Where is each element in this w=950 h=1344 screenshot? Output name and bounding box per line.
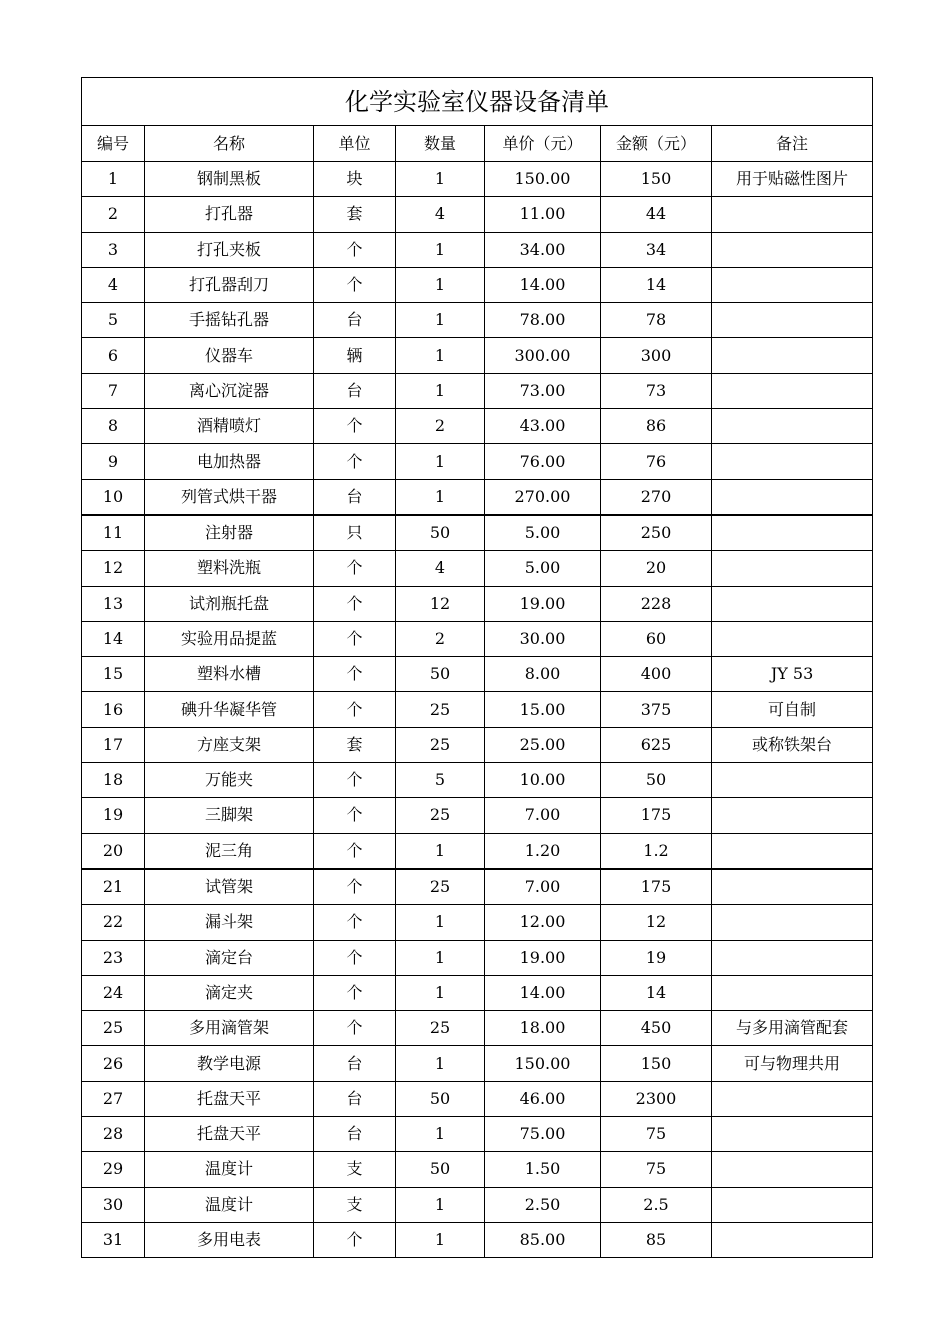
cell-unit-price: 43.00 bbox=[485, 409, 601, 444]
cell-unit-price: 7.00 bbox=[485, 869, 601, 905]
cell-unit-price: 34.00 bbox=[485, 232, 601, 267]
cell-remarks bbox=[712, 621, 873, 656]
cell-unit: 块 bbox=[314, 162, 396, 197]
cell-unit-price: 270.00 bbox=[485, 479, 601, 515]
cell-quantity: 25 bbox=[396, 869, 485, 905]
cell-amount: 250 bbox=[601, 515, 712, 551]
cell-amount: 14 bbox=[601, 975, 712, 1010]
cell-amount: 2.5 bbox=[601, 1187, 712, 1222]
table-row bbox=[82, 621, 873, 656]
cell-remarks bbox=[712, 197, 873, 232]
cell-unit-price: 150.00 bbox=[485, 1046, 601, 1081]
table-row bbox=[82, 975, 873, 1010]
cell-unit: 只 bbox=[314, 515, 396, 551]
table-row bbox=[82, 869, 873, 905]
cell-name: 泥三角 bbox=[145, 833, 314, 869]
cell-number: 7 bbox=[82, 373, 145, 408]
cell-number: 4 bbox=[82, 267, 145, 302]
cell-number: 18 bbox=[82, 763, 145, 798]
cell-remarks bbox=[712, 763, 873, 798]
cell-unit: 辆 bbox=[314, 338, 396, 373]
cell-amount: 175 bbox=[601, 798, 712, 833]
cell-name: 教学电源 bbox=[145, 1046, 314, 1081]
cell-unit: 个 bbox=[314, 232, 396, 267]
cell-unit: 台 bbox=[314, 1117, 396, 1152]
cell-unit-price: 14.00 bbox=[485, 975, 601, 1010]
cell-unit-price: 25.00 bbox=[485, 727, 601, 762]
cell-remarks bbox=[712, 586, 873, 621]
cell-name: 滴定夹 bbox=[145, 975, 314, 1010]
cell-amount: 150 bbox=[601, 1046, 712, 1081]
cell-amount: 75 bbox=[601, 1152, 712, 1187]
cell-remarks bbox=[712, 1117, 873, 1152]
table-row bbox=[82, 551, 873, 586]
header-cell-unit-price: 单价（元） bbox=[485, 126, 601, 162]
cell-quantity: 1 bbox=[396, 1046, 485, 1081]
cell-unit: 支 bbox=[314, 1152, 396, 1187]
cell-number: 11 bbox=[82, 515, 145, 551]
cell-name: 注射器 bbox=[145, 515, 314, 551]
cell-name: 钢制黑板 bbox=[145, 162, 314, 197]
cell-remarks bbox=[712, 479, 873, 515]
cell-remarks bbox=[712, 515, 873, 551]
table-row bbox=[82, 905, 873, 940]
cell-unit: 个 bbox=[314, 905, 396, 940]
cell-unit-price: 7.00 bbox=[485, 798, 601, 833]
cell-unit-price: 11.00 bbox=[485, 197, 601, 232]
cell-unit-price: 19.00 bbox=[485, 940, 601, 975]
cell-name: 实验用品提蓝 bbox=[145, 621, 314, 656]
cell-amount: 85 bbox=[601, 1222, 712, 1257]
cell-quantity: 1 bbox=[396, 1222, 485, 1257]
cell-number: 25 bbox=[82, 1011, 145, 1046]
cell-unit-price: 14.00 bbox=[485, 267, 601, 302]
cell-amount: 12 bbox=[601, 905, 712, 940]
page-title: 化学实验室仪器设备清单 bbox=[82, 78, 873, 126]
cell-number: 30 bbox=[82, 1187, 145, 1222]
table-row bbox=[82, 1046, 873, 1081]
table-row bbox=[82, 763, 873, 798]
cell-number: 12 bbox=[82, 551, 145, 586]
cell-remarks bbox=[712, 338, 873, 373]
cell-unit-price: 2.50 bbox=[485, 1187, 601, 1222]
table-row bbox=[82, 727, 873, 762]
cell-amount: 76 bbox=[601, 444, 712, 479]
table-row bbox=[82, 1011, 873, 1046]
cell-unit-price: 15.00 bbox=[485, 692, 601, 727]
cell-unit: 台 bbox=[314, 479, 396, 515]
cell-remarks bbox=[712, 232, 873, 267]
table-row bbox=[82, 303, 873, 338]
cell-unit: 个 bbox=[314, 409, 396, 444]
cell-unit: 个 bbox=[314, 763, 396, 798]
table-row bbox=[82, 267, 873, 302]
cell-remarks bbox=[712, 940, 873, 975]
cell-amount: 14 bbox=[601, 267, 712, 302]
cell-name: 多用滴管架 bbox=[145, 1011, 314, 1046]
cell-unit-price: 12.00 bbox=[485, 905, 601, 940]
cell-unit: 个 bbox=[314, 692, 396, 727]
cell-amount: 20 bbox=[601, 551, 712, 586]
cell-name: 托盘天平 bbox=[145, 1117, 314, 1152]
cell-name: 电加热器 bbox=[145, 444, 314, 479]
cell-remarks: 可与物理共用 bbox=[712, 1046, 873, 1081]
cell-remarks bbox=[712, 833, 873, 869]
cell-remarks bbox=[712, 373, 873, 408]
cell-quantity: 1 bbox=[396, 444, 485, 479]
cell-unit: 个 bbox=[314, 551, 396, 586]
cell-unit-price: 46.00 bbox=[485, 1081, 601, 1116]
cell-name: 塑料水槽 bbox=[145, 657, 314, 692]
cell-amount: 73 bbox=[601, 373, 712, 408]
cell-unit-price: 10.00 bbox=[485, 763, 601, 798]
table-row bbox=[82, 798, 873, 833]
cell-quantity: 1 bbox=[396, 162, 485, 197]
cell-quantity: 1 bbox=[396, 267, 485, 302]
table-row bbox=[82, 1117, 873, 1152]
cell-amount: 1.2 bbox=[601, 833, 712, 869]
cell-unit-price: 85.00 bbox=[485, 1222, 601, 1257]
cell-name: 三脚架 bbox=[145, 798, 314, 833]
cell-number: 5 bbox=[82, 303, 145, 338]
cell-name: 漏斗架 bbox=[145, 905, 314, 940]
cell-quantity: 50 bbox=[396, 657, 485, 692]
table-row bbox=[82, 1081, 873, 1116]
cell-unit-price: 150.00 bbox=[485, 162, 601, 197]
header-row bbox=[82, 126, 873, 162]
cell-unit: 个 bbox=[314, 586, 396, 621]
cell-unit: 个 bbox=[314, 657, 396, 692]
cell-number: 15 bbox=[82, 657, 145, 692]
cell-name: 列管式烘干器 bbox=[145, 479, 314, 515]
cell-quantity: 5 bbox=[396, 763, 485, 798]
header-cell-quantity: 数量 bbox=[396, 126, 485, 162]
cell-quantity: 25 bbox=[396, 727, 485, 762]
cell-number: 31 bbox=[82, 1222, 145, 1257]
cell-remarks bbox=[712, 267, 873, 302]
cell-unit: 个 bbox=[314, 833, 396, 869]
cell-unit-price: 75.00 bbox=[485, 1117, 601, 1152]
cell-amount: 44 bbox=[601, 197, 712, 232]
cell-number: 14 bbox=[82, 621, 145, 656]
cell-quantity: 4 bbox=[396, 197, 485, 232]
cell-amount: 375 bbox=[601, 692, 712, 727]
cell-remarks: 可自制 bbox=[712, 692, 873, 727]
cell-quantity: 1 bbox=[396, 1187, 485, 1222]
cell-number: 1 bbox=[82, 162, 145, 197]
cell-name: 托盘天平 bbox=[145, 1081, 314, 1116]
cell-quantity: 25 bbox=[396, 692, 485, 727]
table-row bbox=[82, 373, 873, 408]
cell-number: 8 bbox=[82, 409, 145, 444]
cell-amount: 625 bbox=[601, 727, 712, 762]
cell-name: 打孔器刮刀 bbox=[145, 267, 314, 302]
cell-quantity: 2 bbox=[396, 409, 485, 444]
cell-name: 万能夹 bbox=[145, 763, 314, 798]
cell-number: 21 bbox=[82, 869, 145, 905]
cell-remarks bbox=[712, 869, 873, 905]
table-row bbox=[82, 479, 873, 515]
table-row bbox=[82, 833, 873, 869]
cell-unit-price: 8.00 bbox=[485, 657, 601, 692]
cell-unit: 个 bbox=[314, 869, 396, 905]
cell-amount: 300 bbox=[601, 338, 712, 373]
header-cell-remarks: 备注 bbox=[712, 126, 873, 162]
cell-amount: 228 bbox=[601, 586, 712, 621]
cell-unit: 个 bbox=[314, 267, 396, 302]
cell-quantity: 50 bbox=[396, 515, 485, 551]
cell-amount: 19 bbox=[601, 940, 712, 975]
table-row bbox=[82, 162, 873, 197]
cell-remarks bbox=[712, 798, 873, 833]
cell-name: 滴定台 bbox=[145, 940, 314, 975]
cell-amount: 2300 bbox=[601, 1081, 712, 1116]
cell-unit: 支 bbox=[314, 1187, 396, 1222]
table-row bbox=[82, 940, 873, 975]
cell-unit: 个 bbox=[314, 1011, 396, 1046]
cell-quantity: 25 bbox=[396, 798, 485, 833]
cell-quantity: 12 bbox=[396, 586, 485, 621]
header-cell-number: 编号 bbox=[82, 126, 145, 162]
cell-quantity: 1 bbox=[396, 479, 485, 515]
cell-remarks bbox=[712, 409, 873, 444]
cell-amount: 175 bbox=[601, 869, 712, 905]
header-cell-unit: 单位 bbox=[314, 126, 396, 162]
cell-name: 手摇钻孔器 bbox=[145, 303, 314, 338]
cell-name: 方座支架 bbox=[145, 727, 314, 762]
cell-remarks bbox=[712, 444, 873, 479]
cell-amount: 78 bbox=[601, 303, 712, 338]
cell-number: 23 bbox=[82, 940, 145, 975]
cell-name: 塑料洗瓶 bbox=[145, 551, 314, 586]
table-row bbox=[82, 1152, 873, 1187]
cell-number: 13 bbox=[82, 586, 145, 621]
cell-amount: 450 bbox=[601, 1011, 712, 1046]
cell-remarks: 与多用滴管配套 bbox=[712, 1011, 873, 1046]
cell-quantity: 1 bbox=[396, 338, 485, 373]
table-body bbox=[82, 78, 873, 1258]
table-row bbox=[82, 657, 873, 692]
cell-name: 试管架 bbox=[145, 869, 314, 905]
cell-unit: 台 bbox=[314, 303, 396, 338]
cell-quantity: 1 bbox=[396, 940, 485, 975]
cell-name: 多用电表 bbox=[145, 1222, 314, 1257]
cell-remarks bbox=[712, 1152, 873, 1187]
cell-number: 19 bbox=[82, 798, 145, 833]
cell-unit-price: 30.00 bbox=[485, 621, 601, 656]
table-row bbox=[82, 692, 873, 727]
cell-number: 2 bbox=[82, 197, 145, 232]
cell-unit: 台 bbox=[314, 373, 396, 408]
cell-number: 24 bbox=[82, 975, 145, 1010]
cell-amount: 34 bbox=[601, 232, 712, 267]
table-row bbox=[82, 444, 873, 479]
cell-number: 26 bbox=[82, 1046, 145, 1081]
cell-unit: 个 bbox=[314, 621, 396, 656]
cell-name: 打孔器 bbox=[145, 197, 314, 232]
cell-amount: 86 bbox=[601, 409, 712, 444]
cell-number: 20 bbox=[82, 833, 145, 869]
cell-quantity: 2 bbox=[396, 621, 485, 656]
cell-quantity: 1 bbox=[396, 833, 485, 869]
cell-name: 试剂瓶托盘 bbox=[145, 586, 314, 621]
cell-quantity: 1 bbox=[396, 373, 485, 408]
table-row bbox=[82, 1222, 873, 1257]
cell-quantity: 1 bbox=[396, 975, 485, 1010]
cell-unit-price: 5.00 bbox=[485, 551, 601, 586]
cell-unit-price: 1.20 bbox=[485, 833, 601, 869]
cell-quantity: 50 bbox=[396, 1152, 485, 1187]
table-row bbox=[82, 1187, 873, 1222]
cell-name: 仪器车 bbox=[145, 338, 314, 373]
cell-number: 17 bbox=[82, 727, 145, 762]
cell-name: 打孔夹板 bbox=[145, 232, 314, 267]
cell-remarks bbox=[712, 975, 873, 1010]
equipment-list-table bbox=[81, 77, 873, 1258]
cell-name: 离心沉淀器 bbox=[145, 373, 314, 408]
cell-unit: 台 bbox=[314, 1046, 396, 1081]
cell-unit: 个 bbox=[314, 444, 396, 479]
cell-number: 29 bbox=[82, 1152, 145, 1187]
table-row bbox=[82, 586, 873, 621]
cell-unit: 个 bbox=[314, 975, 396, 1010]
cell-amount: 75 bbox=[601, 1117, 712, 1152]
cell-name: 碘升华凝华管 bbox=[145, 692, 314, 727]
table-row bbox=[82, 197, 873, 232]
cell-number: 3 bbox=[82, 232, 145, 267]
cell-unit: 个 bbox=[314, 940, 396, 975]
header-cell-name: 名称 bbox=[145, 126, 314, 162]
cell-amount: 270 bbox=[601, 479, 712, 515]
cell-amount: 150 bbox=[601, 162, 712, 197]
cell-quantity: 4 bbox=[396, 551, 485, 586]
cell-quantity: 1 bbox=[396, 905, 485, 940]
cell-amount: 60 bbox=[601, 621, 712, 656]
cell-quantity: 25 bbox=[396, 1011, 485, 1046]
cell-unit-price: 1.50 bbox=[485, 1152, 601, 1187]
header-cell-amount: 金额（元） bbox=[601, 126, 712, 162]
cell-remarks bbox=[712, 551, 873, 586]
cell-number: 16 bbox=[82, 692, 145, 727]
cell-remarks: JY 53 bbox=[712, 657, 873, 692]
cell-unit: 个 bbox=[314, 798, 396, 833]
cell-amount: 50 bbox=[601, 763, 712, 798]
cell-number: 10 bbox=[82, 479, 145, 515]
cell-unit-price: 78.00 bbox=[485, 303, 601, 338]
cell-unit-price: 300.00 bbox=[485, 338, 601, 373]
cell-number: 22 bbox=[82, 905, 145, 940]
cell-unit: 套 bbox=[314, 727, 396, 762]
cell-quantity: 1 bbox=[396, 1117, 485, 1152]
cell-remarks bbox=[712, 905, 873, 940]
cell-unit-price: 5.00 bbox=[485, 515, 601, 551]
cell-remarks: 用于贴磁性图片 bbox=[712, 162, 873, 197]
cell-remarks bbox=[712, 1222, 873, 1257]
cell-amount: 400 bbox=[601, 657, 712, 692]
cell-quantity: 1 bbox=[396, 232, 485, 267]
cell-unit: 台 bbox=[314, 1081, 396, 1116]
cell-name: 温度计 bbox=[145, 1152, 314, 1187]
cell-quantity: 50 bbox=[396, 1081, 485, 1116]
cell-number: 28 bbox=[82, 1117, 145, 1152]
cell-remarks bbox=[712, 303, 873, 338]
cell-unit-price: 18.00 bbox=[485, 1011, 601, 1046]
cell-unit-price: 76.00 bbox=[485, 444, 601, 479]
title-row bbox=[82, 78, 873, 126]
cell-unit-price: 19.00 bbox=[485, 586, 601, 621]
cell-remarks: 或称铁架台 bbox=[712, 727, 873, 762]
cell-remarks bbox=[712, 1187, 873, 1222]
cell-quantity: 1 bbox=[396, 303, 485, 338]
cell-number: 6 bbox=[82, 338, 145, 373]
table-row bbox=[82, 409, 873, 444]
table-row bbox=[82, 515, 873, 551]
cell-unit: 个 bbox=[314, 1222, 396, 1257]
cell-remarks bbox=[712, 1081, 873, 1116]
cell-number: 27 bbox=[82, 1081, 145, 1116]
cell-unit-price: 73.00 bbox=[485, 373, 601, 408]
cell-name: 酒精喷灯 bbox=[145, 409, 314, 444]
table-row bbox=[82, 232, 873, 267]
cell-name: 温度计 bbox=[145, 1187, 314, 1222]
table-row bbox=[82, 338, 873, 373]
cell-number: 9 bbox=[82, 444, 145, 479]
cell-unit: 套 bbox=[314, 197, 396, 232]
